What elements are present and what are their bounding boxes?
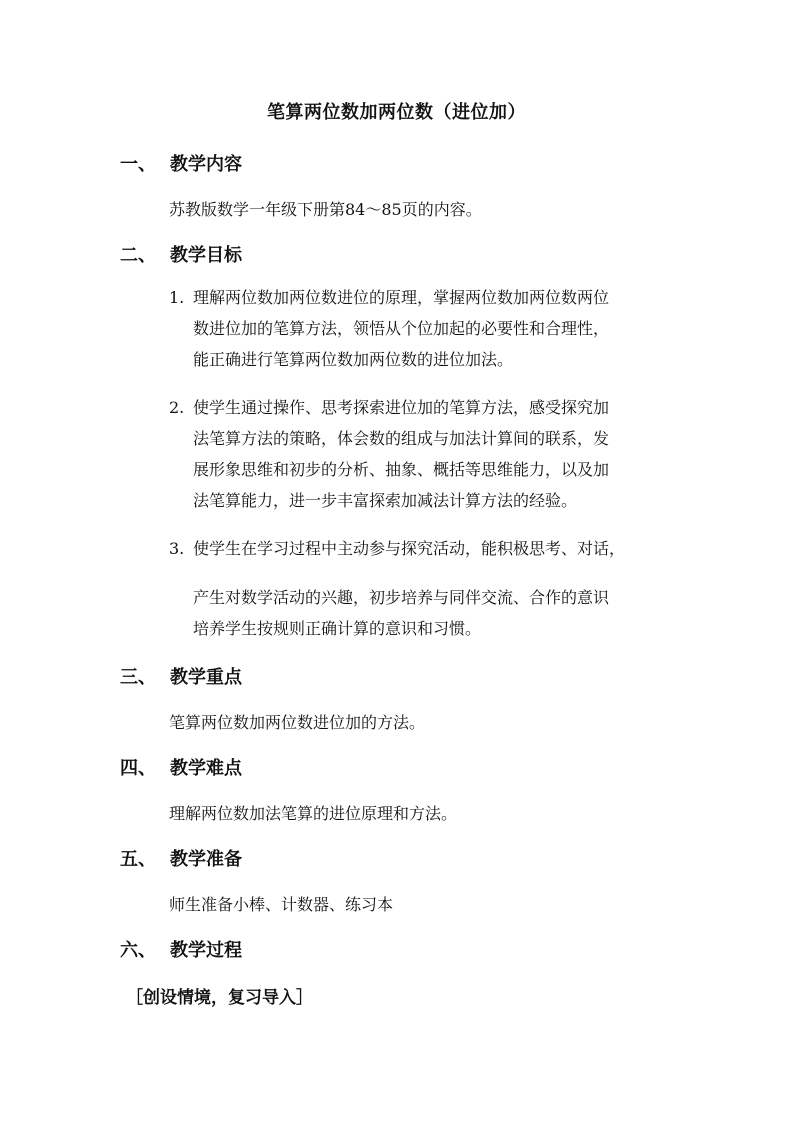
section-title: 教学准备: [170, 849, 242, 870]
goal-line: 使学生通过操作、思考探索进位加的笔算方法，感受探究加: [193, 398, 610, 417]
goal-item-3: [169, 533, 689, 564]
section-number: 二、: [120, 245, 156, 266]
section-heading-key-point: [120, 663, 242, 689]
section-heading-goals: [120, 241, 242, 267]
goal-item-1: [169, 282, 689, 375]
section-text-difficulty: 理解两位数加法笔算的进位原理和方法。: [169, 804, 458, 823]
goal-line-extra: 产生对数学活动的兴趣，初步培养与同伴交流、合作的意识: [193, 588, 610, 607]
section-text-preparation: 师生准备小棒、计数器、练习本: [169, 895, 394, 914]
section-title: 教学过程: [170, 940, 242, 961]
section-number: 五、: [120, 849, 156, 870]
goal-line: 法笔算能力，进一步丰富探索加减法计算方法的经验。: [193, 491, 578, 510]
section-number: 四、: [120, 758, 156, 779]
section-heading-preparation: [120, 845, 242, 871]
section-title: 教学重点: [170, 667, 242, 688]
goal-line: 展形象思维和初步的分析、抽象、概括等思维能力，以及加: [193, 460, 610, 479]
section-title: 教学难点: [170, 758, 242, 779]
goal-line-extra: 培养学生按规则正确计算的意识和习惯。: [193, 619, 482, 638]
goal-line: 使学生在学习过程中主动参与探究活动，能积极思考、对话，: [193, 539, 626, 558]
section-heading-content: [120, 150, 242, 176]
section-heading-process: [120, 936, 242, 962]
section-heading-difficulty: [120, 754, 242, 780]
list-marker: 1.: [169, 288, 185, 307]
goal-line: 法笔算方法的策略，体会数的组成与加法计算间的联系，发: [193, 429, 610, 448]
list-marker: 2.: [169, 398, 185, 417]
section-title: 教学目标: [170, 245, 242, 266]
goal-line: 数进位加的笔算方法，领悟从个位加起的必要性和合理性，: [193, 319, 610, 338]
list-marker: 3.: [169, 539, 185, 558]
document-title: 笔算两位数加两位数（进位加）: [267, 102, 526, 123]
section-text-content: 苏教版数学一年级下册第84～85页的内容。: [169, 200, 482, 219]
goal-line: 理解两位数加两位数进位的原理，掌握两位数加两位数两位: [193, 288, 610, 307]
section-number: 一、: [120, 154, 156, 175]
goal-item-2: [169, 392, 689, 516]
process-subheading: ［创设情境，复习导入］: [126, 988, 313, 1008]
section-title: 教学内容: [170, 154, 242, 175]
section-number: 三、: [120, 667, 156, 688]
section-text-key-point: 笔算两位数加两位数进位加的方法。: [169, 713, 426, 732]
goal-line: 能正确进行笔算两位数加两位数的进位加法。: [193, 350, 514, 369]
section-number: 六、: [120, 940, 156, 961]
